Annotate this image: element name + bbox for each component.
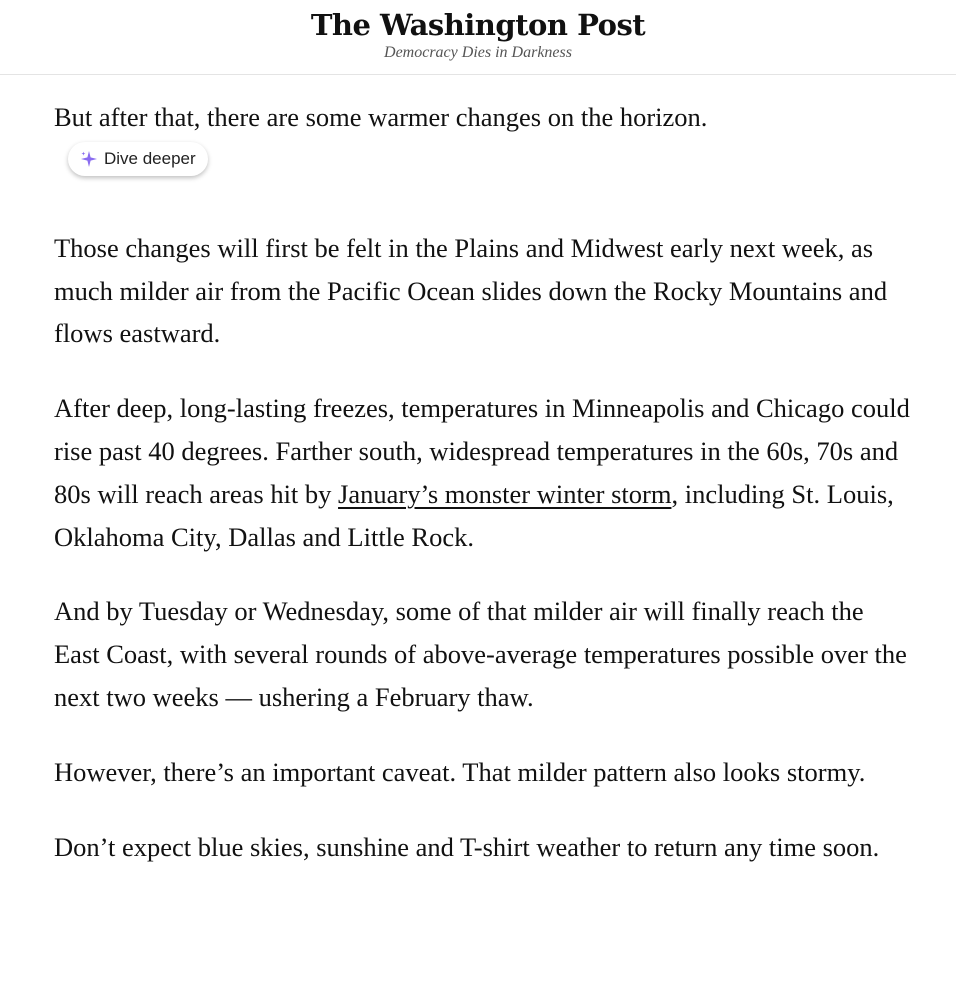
article-paragraph-1: Those changes will first be felt in the Plains and Midwest early next week, as much milder air from the Pacific Ocean slides down the Rocky Mountains and flows eastward. <box>54 232 888 349</box>
article-paragraph-3: And by Tuesday or Wednesday, some of that milder air will finally reach the East Coast, with several rounds of above-average temperatures possible over the next two weeks — ushering a February thaw. <box>54 596 907 712</box>
sparkle-icon <box>80 150 98 168</box>
dive-deeper-label: Dive deeper <box>104 149 196 169</box>
article-body <box>54 96 914 900</box>
paragraph-2-text-end: , including St. Louis, Oklahoma City, Dallas and Little Rock. <box>54 478 894 552</box>
article-paragraph-2 <box>54 387 914 558</box>
washington-post-logo[interactable]: The Washington Post <box>310 8 646 42</box>
dive-deeper-button[interactable] <box>68 142 208 176</box>
january-storm-link[interactable]: January’s monster winter storm <box>338 478 672 509</box>
masthead-tagline: Democracy Dies in Darkness <box>384 44 572 61</box>
paragraph-2-text-start: After deep, long-lasting freezes, temperatures in Minneapolis and Chicago could rise past 40 degrees. Farther south, widespread temperatures in the 60s, 70s and 80s will reach areas hit by <box>54 393 910 509</box>
article-paragraph-4: However, there’s an important caveat. That milder pattern also looks stormy. <box>54 756 866 787</box>
masthead <box>0 0 956 75</box>
article-paragraph-intro: But after that, there are some warmer changes on the horizon. <box>54 102 708 132</box>
article-paragraph-5: Don’t expect blue skies, sunshine and T-shirt weather to return any time soon. <box>54 831 880 862</box>
dive-deeper-container <box>54 140 914 184</box>
